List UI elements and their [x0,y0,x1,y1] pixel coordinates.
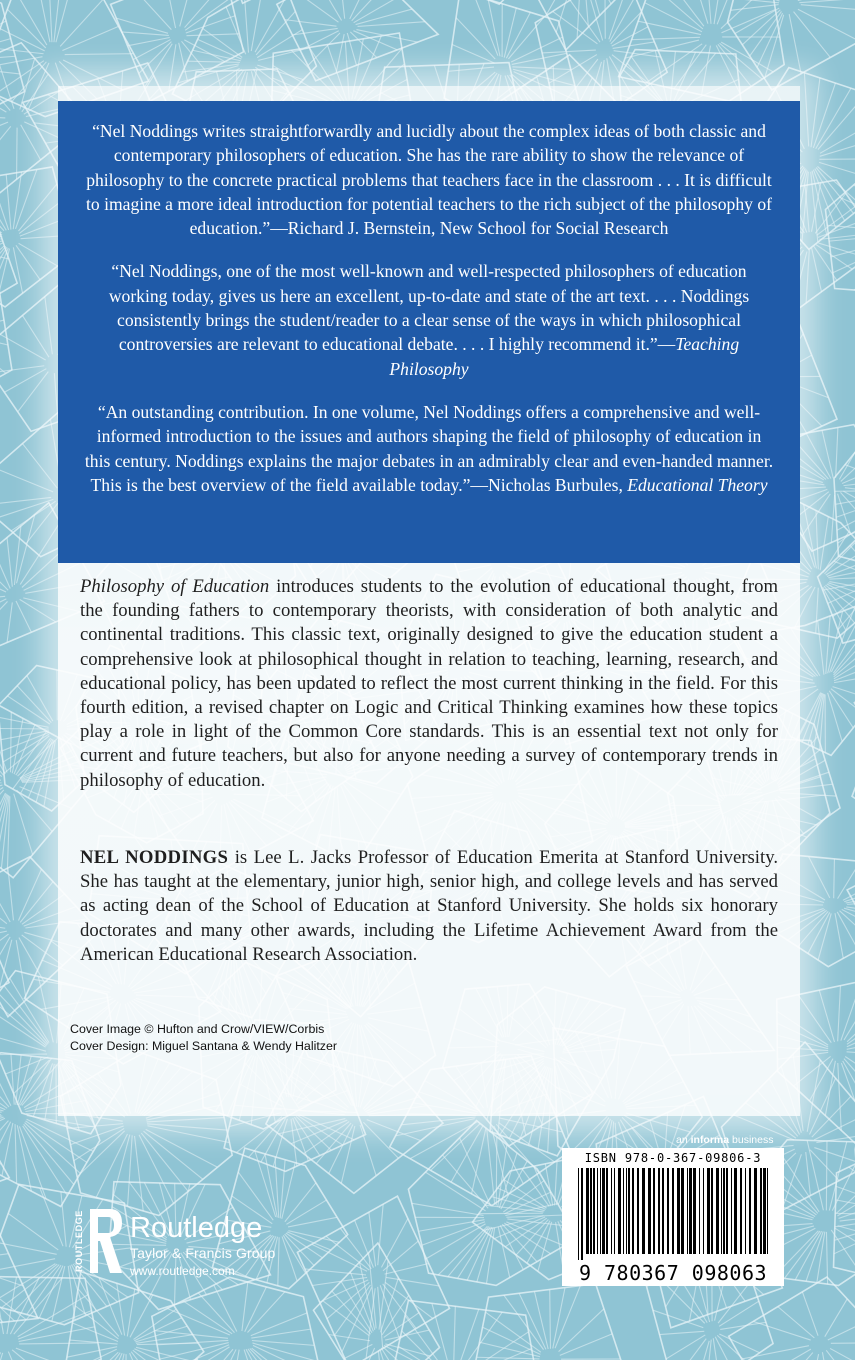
author-name: NEL NODDINGS [80,847,229,868]
isbn-barcode [562,1148,784,1286]
review-quote-bernstein: “Nel Noddings writes straightforwardly and lucidly about the complex ideas of both classic and contemporary philosophers of education. She has the rare ability to show the relevance of philosophy to the concrete practical problems that teachers face in the classroom . . . It is difficult to imagine a more ideal introduction for potential teachers to the rich subject of the philosophy of education.”—Richard J. Bernstein, New School for Social Research [86,121,772,239]
review-quote-burbules: “An outstanding contribution. In one volume, Nel Noddings offers a comprehensive and well-informed introduction to the issues and authors shaping the field of philosophy of education in this century. Noddings explains the major debates in an admirably clear and even-handed manner. This is the best overview of the field available today.”—Nicholas Burbules, Educational Theory [84,401,774,495]
barcode-digits: 9 780367 098063 [578,1261,768,1285]
isbn-label: ISBN 978-0-367-09806-3 [584,1151,762,1165]
quote-source: Teaching Philosophy [389,334,740,379]
publisher-name: Routledge [130,1212,263,1244]
cover-image-credit: Cover Image © Hufton and Crow/VIEW/Corbis [70,1022,325,1036]
informa-business-tag: an informa business [676,1134,774,1146]
cover-design-credit: Cover Design: Miguel Santana & Wendy Halitzer [70,1039,337,1053]
review-quote-teaching-philosophy: “Nel Noddings, one of the most well-known and well-respected philosophers of education working today, gives us here an excellent, up-to-date and state of the art text. . . . Noddings consistently brings the student/reader to a clear sense of the ways in which philosophical controversies are relevant to educational debate. . . . I highly recommend it.”—Teaching Philosophy [108,261,750,379]
publisher-block [130,1212,275,1280]
routledge-vertical-text: ROUTLEDGE [74,1210,84,1272]
author-bio: NEL NODDINGS is Lee L. Jacks Professor of Education Emerita at Stanford University. She has taught at the elementary, junior high, senior high, and college levels and has served as acting dean of the School of Education at Stanford University. She holds six honorary doctorates and many other awards, including the Lifetime Achievement Award from the American Educational Research Association. [80,847,778,965]
routledge-r-logo-icon [72,1205,124,1277]
review-quotes-box [58,101,800,563]
book-description: Philosophy of Education introduces students to the evolution of educational thought, from the founding fathers to contemporary theorists, with consideration of both analytic and continental traditions. This classic text, originally designed to give the education student a comprehensive look at philosophical thought in relation to teaching, learning, research, and educational policy, has been updated to reflect the most current thinking in the field. For this fourth edition, a revised chapter on Logic and Critical Thinking examines how these topics play a role in light of the Common Core standards. This is an essential text not only for current and future teachers, but also for anyone needing a survey of contemporary trends in philosophy of education. [80,576,778,791]
quote-source: Educational Theory [627,474,768,495]
publisher-group: Taylor & Francis Group [130,1245,276,1261]
book-title: Philosophy of Education [80,576,270,597]
cover-credits [70,1021,337,1055]
publisher-url[interactable]: www.routledge.com [130,1264,235,1278]
barcode-bars [576,1168,770,1260]
